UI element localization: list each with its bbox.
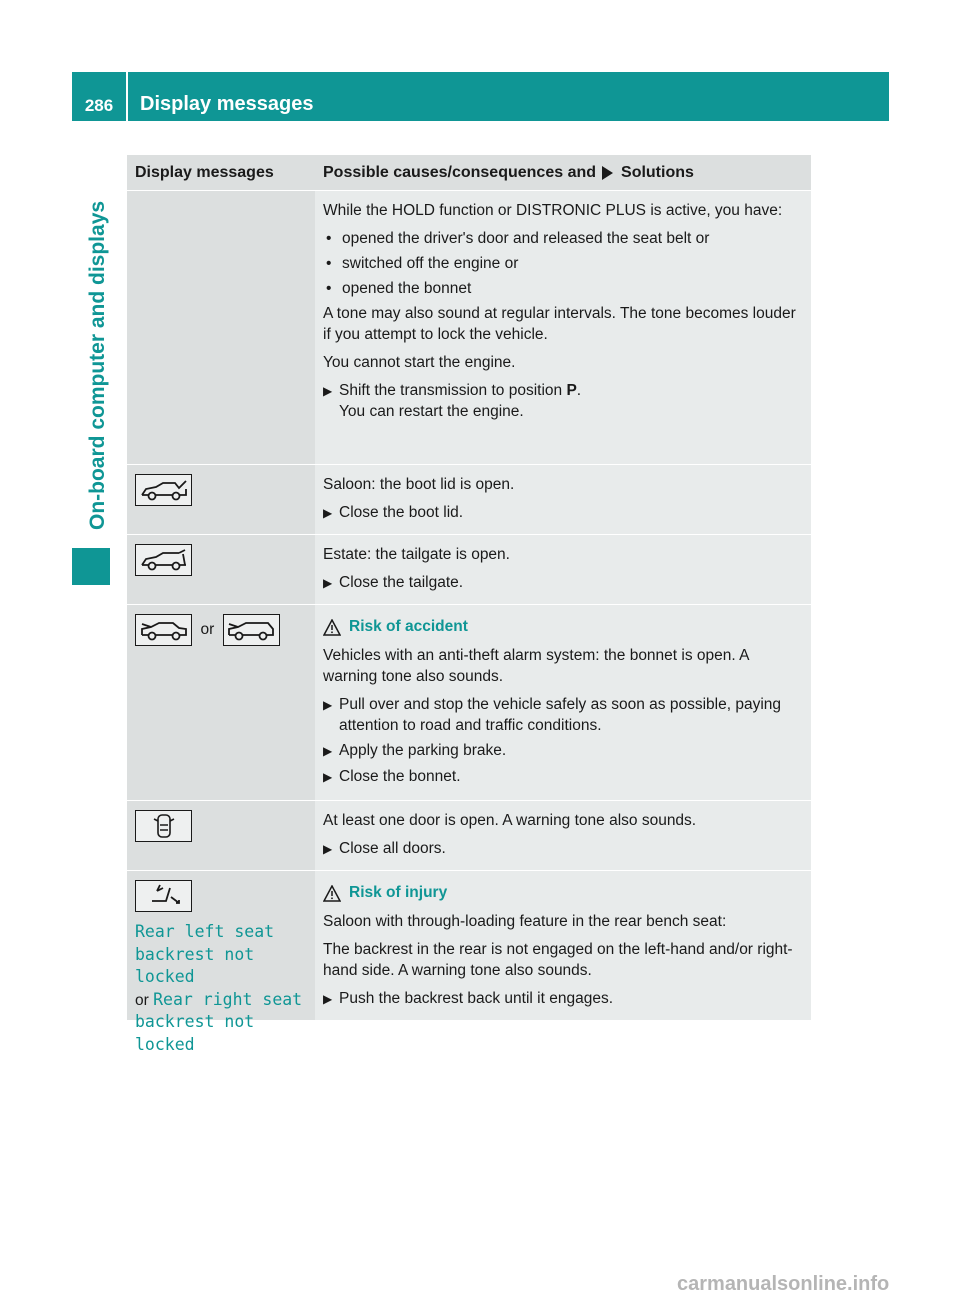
action-step (323, 988, 803, 1010)
backrest-unlocked-icon (135, 880, 192, 912)
column-header-solutions-label: Solutions (621, 164, 694, 181)
section-side-tab: On-board computer and displays (86, 200, 109, 530)
action-text (339, 380, 581, 422)
display-message-cell (127, 801, 315, 870)
gear-position-p: P (566, 382, 577, 399)
arrow-right-icon (602, 166, 613, 180)
display-message-cell (127, 871, 315, 1054)
action-text: Close the tailgate. (339, 574, 464, 591)
solution-cell (315, 535, 811, 604)
list-item: • opened the driver's door and released the seat belt or (326, 230, 710, 247)
action-text: Push the backrest back until it engages. (339, 990, 613, 1007)
display-message-cell (127, 605, 315, 800)
warning-label: Risk of accident (349, 618, 468, 635)
list-item: • switched off the engine or (326, 255, 519, 272)
consequence-text: You cannot start the engine. (323, 354, 516, 371)
list-item-text: opened the driver's door and released the seat belt or (342, 230, 710, 247)
saloon-bonnet-open-icon (135, 614, 192, 646)
action-step (323, 572, 803, 594)
action-text-part: Shift the transmission to position (339, 382, 567, 399)
door-open-icon (135, 810, 192, 842)
warning-triangle-icon (323, 619, 341, 636)
action-text: Apply the parking brake. (339, 742, 507, 759)
table-header-row (127, 155, 811, 191)
consequence-text: A tone may also sound at regular intervals. The tone becomes louder if you attempt to lock the vehicle. (323, 305, 796, 343)
action-step (323, 740, 803, 762)
table-row (127, 535, 811, 605)
header-divider (126, 72, 128, 121)
action-text: Close the boot lid. (339, 504, 464, 521)
action-arrow-icon: ▶ (323, 992, 333, 1006)
saloon-boot-open-icon (135, 474, 192, 506)
list-item: • opened the bonnet (326, 280, 472, 297)
action-arrow-icon: ▶ (323, 770, 333, 784)
solution-cell (315, 605, 811, 800)
solution-cell (315, 465, 811, 534)
table-row (127, 465, 811, 535)
estate-tailgate-open-icon (135, 544, 192, 576)
column-header-causes: Possible causes/consequences and (323, 164, 597, 181)
action-text-end: . (576, 382, 582, 399)
column-header-display-messages: Display messages (127, 155, 315, 190)
cause-text: Vehicles with an anti-theft alarm system: the bonnet is open. A warning tone also sounds. (323, 647, 749, 685)
display-message-cell (127, 535, 315, 604)
solution-cell (315, 801, 811, 870)
display-messages-table (127, 155, 811, 1054)
or-separator: or (135, 991, 149, 1009)
action-arrow-icon: ▶ (323, 384, 333, 398)
message-rear-left-line1: Rear left seat (135, 922, 275, 941)
table-row (127, 191, 811, 465)
cause-text: Estate: the tailgate is open. (323, 546, 510, 563)
action-step (323, 838, 803, 860)
warning-triangle-icon (323, 885, 341, 902)
action-result: You can restart the engine. (339, 403, 524, 420)
page-title: Display messages (140, 93, 314, 115)
table-row (127, 871, 811, 1054)
warning-heading (323, 618, 803, 636)
action-arrow-icon: ▶ (323, 506, 333, 520)
cause-text: Saloon: the boot lid is open. (323, 476, 515, 493)
watermark: carmanualsonline.info (677, 1273, 890, 1295)
table-row (127, 605, 811, 801)
display-message-cell (127, 191, 315, 464)
estate-bonnet-open-icon (223, 614, 280, 646)
column-header-solutions (315, 155, 811, 190)
warning-label: Risk of injury (349, 884, 448, 901)
cause-text: At least one door is open. A warning tone also sounds. (323, 812, 697, 829)
solution-cell (315, 191, 811, 464)
cause-text: While the HOLD function or DISTRONIC PLUS is active, you have: (323, 202, 783, 219)
message-rear-right-line2: backrest not locked (135, 1012, 255, 1054)
list-item-text: opened the bonnet (342, 280, 472, 297)
warning-heading (323, 884, 803, 902)
action-step (323, 766, 803, 788)
solution-cell (315, 871, 811, 1020)
action-arrow-icon: ▶ (323, 842, 333, 856)
or-separator: or (200, 621, 215, 638)
display-message-text (135, 921, 307, 1056)
action-text: Pull over and stop the vehicle safely as soon as possible, paying attention to road and traffic conditions. (339, 696, 782, 734)
cause-text: The backrest in the rear is not engaged on the left-hand and/or right-hand side. A warning tone also sounds. (323, 941, 793, 979)
action-arrow-icon: ▶ (323, 744, 333, 758)
cause-text: Saloon with through-loading feature in the rear bench seat: (323, 913, 727, 930)
action-text: Close all doors. (339, 840, 446, 857)
action-step (323, 694, 803, 736)
action-arrow-icon: ▶ (323, 698, 333, 712)
action-step (323, 380, 803, 422)
message-rear-left-line2: backrest not locked (135, 944, 255, 986)
list-item-text: switched off the engine or (342, 255, 519, 272)
table-row (127, 801, 811, 871)
action-text: Close the bonnet. (339, 768, 461, 785)
action-arrow-icon: ▶ (323, 576, 333, 590)
page-number: 286 (84, 96, 114, 115)
section-marker-block (72, 548, 110, 585)
action-step (323, 502, 803, 524)
message-rear-right-line1: Rear right seat (153, 989, 303, 1009)
display-message-cell (127, 465, 315, 534)
